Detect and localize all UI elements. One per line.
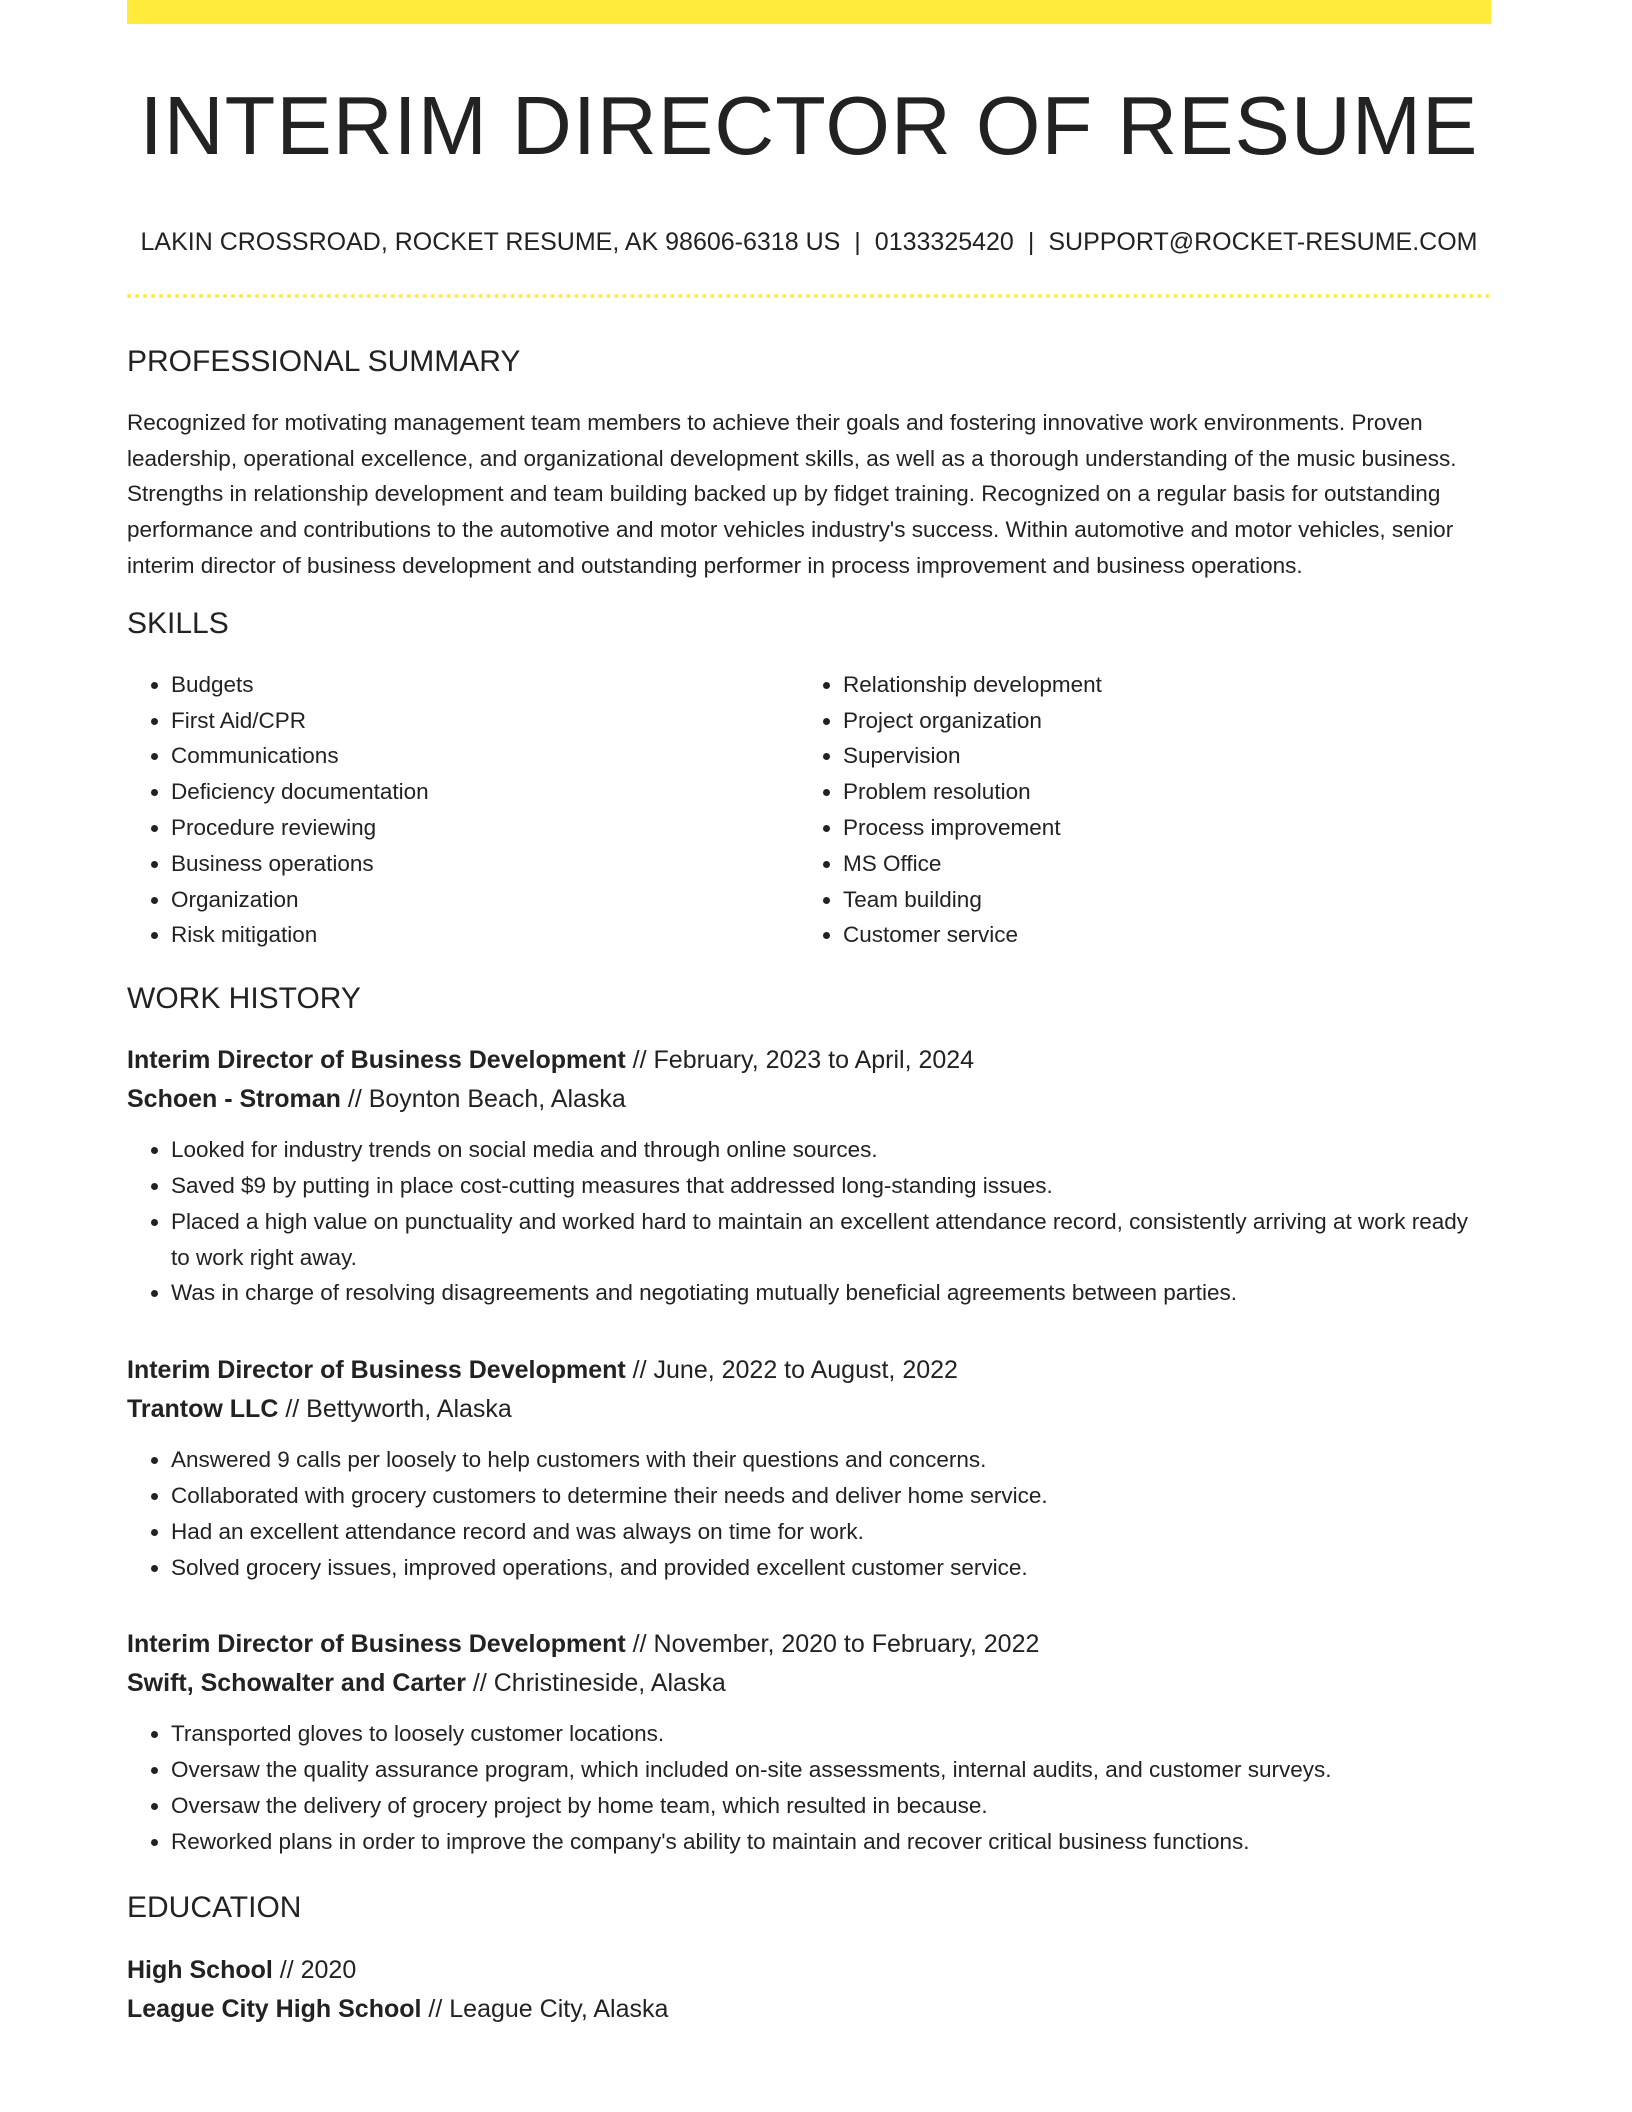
skills-heading: SKILLS <box>127 606 229 640</box>
job-company-line <box>127 1664 1491 1703</box>
job-title-line <box>127 1041 1491 1080</box>
skill-item: • Team building <box>843 882 1471 918</box>
job-location: // Boynton Beach, Alaska <box>340 1085 626 1114</box>
job-bullet: • Collaborated with grocery customers to determine their needs and deliver home service. <box>171 1478 1491 1514</box>
job-bullets <box>127 1442 1491 1585</box>
job-entry <box>127 1625 1491 1859</box>
job-dates: // February, 2023 to April, 2024 <box>625 1046 975 1075</box>
resume-page <box>127 0 1491 2029</box>
resume-title: INTERIM DIRECTOR OF RESUME <box>139 79 1479 172</box>
skill-item: • Project organization <box>843 703 1471 739</box>
job-company: Trantow LLC <box>127 1395 279 1424</box>
job-bullets <box>127 1132 1491 1311</box>
job-bullet: • Oversaw the quality assurance program, which included on-site assessments, internal audits, and customer surveys. <box>171 1752 1491 1788</box>
job-title-line <box>127 1625 1491 1664</box>
job-title: Interim Director of Business Development <box>127 1046 626 1075</box>
skill-item: • Relationship development <box>843 667 1471 703</box>
contact-separator: | <box>854 228 861 257</box>
job-bullets <box>127 1716 1491 1859</box>
job-bullet: • Oversaw the delivery of grocery project by home team, which resulted in because. <box>171 1788 1491 1824</box>
skill-item: • Problem resolution <box>843 774 1471 810</box>
job-dates: // November, 2020 to February, 2022 <box>625 1630 1040 1659</box>
skills-column-right <box>799 667 1471 953</box>
contact-phone: 0133325420 <box>874 228 1014 257</box>
skill-item: • Procedure reviewing <box>171 810 799 846</box>
education-degree-line <box>127 1951 1491 1990</box>
skill-item: • MS Office <box>843 846 1471 882</box>
job-bullet: • Answered 9 calls per loosely to help customers with their questions and concerns. <box>171 1442 1491 1478</box>
skills-column-left <box>127 667 799 953</box>
job-dates: // June, 2022 to August, 2022 <box>625 1356 958 1385</box>
job-bullet: • Was in charge of resolving disagreements and negotiating mutually beneficial agreements between parties. <box>171 1275 1491 1311</box>
job-entry <box>127 1351 1491 1585</box>
job-title: Interim Director of Business Development <box>127 1356 626 1385</box>
skill-item: • Customer service <box>843 917 1471 953</box>
contact-email: SUPPORT@ROCKET-RESUME.COM <box>1048 228 1478 257</box>
summary-text: Recognized for motivating management team members to achieve their goals and fostering innovative work environments. Proven leadership, operational excellence, and organizational development skills, as well as a thorough understanding of the music business. Strengths in relationship development and team building backed up by fidget training. Recognized on a regular basis for outstanding performance and contributions to the automotive and motor vehicles industry's success. Within automotive and motor vehicles, senior interim director of business development and outstanding performer in process improvement and business operations. <box>127 410 1457 578</box>
job-company-line <box>127 1080 1491 1119</box>
education-degree: High School <box>127 1955 273 1984</box>
work-history-heading: WORK HISTORY <box>127 982 361 1016</box>
education-year: // 2020 <box>272 1955 357 1984</box>
skill-item: • Organization <box>171 882 799 918</box>
job-bullet: • Solved grocery issues, improved operations, and provided excellent customer service. <box>171 1550 1491 1586</box>
skill-item: • Deficiency documentation <box>171 774 799 810</box>
education-heading: EDUCATION <box>127 1890 302 1924</box>
skill-item: • Budgets <box>171 667 799 703</box>
job-bullet: • Looked for industry trends on social media and through online sources. <box>171 1132 1491 1168</box>
job-entry <box>127 1041 1491 1311</box>
skill-item: • Business operations <box>171 846 799 882</box>
skill-item: • Process improvement <box>843 810 1471 846</box>
summary-heading: PROFESSIONAL SUMMARY <box>127 345 521 379</box>
contact-separator: | <box>1027 228 1035 257</box>
education-location: // League City, Alaska <box>421 1994 669 2023</box>
contact-line <box>127 227 1491 257</box>
job-bullet: • Transported gloves to loosely customer locations. <box>171 1716 1491 1752</box>
skill-item: • Communications <box>171 738 799 774</box>
job-bullet: • Placed a high value on punctuality and worked hard to maintain an excellent attendance record, consistently arriving at work ready to work right away. <box>171 1204 1491 1276</box>
job-title: Interim Director of Business Development <box>127 1630 626 1659</box>
top-accent-bar <box>127 0 1491 24</box>
header-divider <box>127 294 1491 298</box>
job-bullet: • Had an excellent attendance record and was always on time for work. <box>171 1514 1491 1550</box>
job-company-line <box>127 1390 1491 1429</box>
job-bullet: • Reworked plans in order to improve the company's ability to maintain and recover critical business functions. <box>171 1824 1491 1860</box>
contact-address: LAKIN CROSSROAD, ROCKET RESUME, AK 98606-6318 US <box>140 228 841 257</box>
education-school: League City High School <box>127 1994 422 2023</box>
job-bullet: • Saved $9 by putting in place cost-cutting measures that addressed long-standing issues. <box>171 1168 1491 1204</box>
job-company: Swift, Schowalter and Carter <box>127 1669 466 1698</box>
skill-item: • Supervision <box>843 738 1471 774</box>
skill-item: • First Aid/CPR <box>171 703 799 739</box>
job-title-line <box>127 1351 1491 1390</box>
job-location: // Christineside, Alaska <box>465 1669 726 1698</box>
job-location: // Bettyworth, Alaska <box>278 1395 512 1424</box>
skill-item: • Risk mitigation <box>171 917 799 953</box>
education-school-line <box>127 1990 1491 2029</box>
skills-list <box>127 667 1491 953</box>
job-company: Schoen - Stroman <box>127 1085 341 1114</box>
